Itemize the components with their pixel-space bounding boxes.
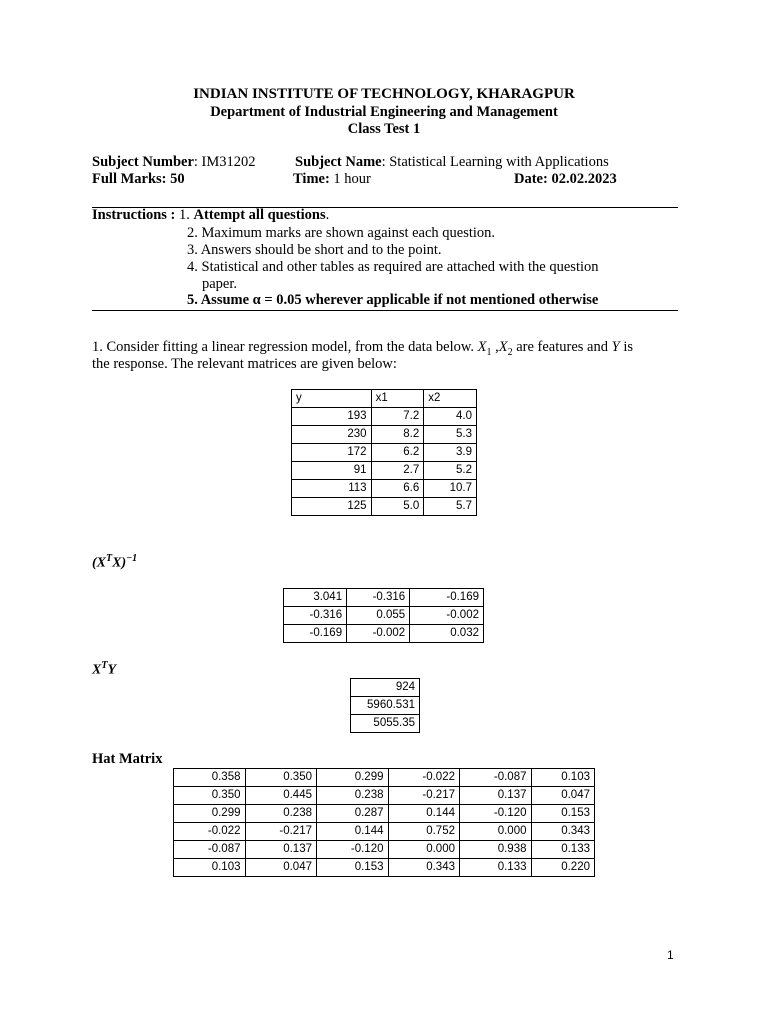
table-cell: 0.343: [531, 823, 595, 841]
table-cell: 0.000: [460, 823, 532, 841]
table-cell: 91: [292, 462, 372, 480]
table-cell: -0.217: [245, 823, 317, 841]
subject-name: [295, 154, 609, 171]
table-header-row: [292, 390, 477, 408]
table-cell: 0.133: [531, 841, 595, 859]
table-cell: 0.287: [317, 805, 389, 823]
table-cell: 0.445: [245, 787, 317, 805]
table-cell: 0.032: [410, 625, 484, 643]
table-cell: -0.169: [284, 625, 347, 643]
institute-title: INDIAN INSTITUTE OF TECHNOLOGY, KHARAGPUR: [193, 86, 575, 102]
table-cell: 0.220: [531, 859, 595, 877]
table-cell: -0.002: [410, 607, 484, 625]
instructions-label: Instructions :: [92, 207, 176, 223]
time-label: Time:: [293, 171, 330, 187]
test-title: Class Test 1: [347, 121, 421, 137]
table-cell: -0.087: [460, 769, 532, 787]
table-row: [174, 787, 595, 805]
table-cell: 0.137: [245, 841, 317, 859]
table-row: [351, 715, 420, 733]
instruction-1-num: 1.: [179, 207, 190, 223]
table-cell: 0.144: [317, 823, 389, 841]
table-cell: 230: [292, 426, 372, 444]
q1-sep: ,: [491, 339, 499, 355]
table-cell: 0.153: [317, 859, 389, 877]
table-cell: 0.238: [245, 805, 317, 823]
xtx-inverse-label: [92, 553, 137, 572]
table-cell: 0.047: [245, 859, 317, 877]
table-cell: 6.2: [371, 444, 424, 462]
time: [293, 171, 371, 188]
instruction-4a: 4. Statistical and other tables as required are attached with the question: [187, 259, 599, 275]
table-cell: 0.343: [388, 859, 460, 877]
table-row: [351, 697, 420, 715]
table-header-x1: x1: [371, 390, 424, 408]
q1-text-c: is: [619, 339, 633, 355]
xty-label-end: Y: [107, 662, 117, 678]
xty-label: [92, 660, 116, 679]
xtx-label-base: (X: [92, 555, 106, 571]
subject-number: [92, 154, 256, 171]
xtx-inverse-matrix: [283, 588, 484, 643]
q1-text-a: 1. Consider fitting a linear regression model, from the data below.: [92, 339, 478, 355]
subject-number-label: Subject Number: [92, 154, 194, 170]
table-cell: 0.144: [388, 805, 460, 823]
table-row: [174, 841, 595, 859]
table-cell: 172: [292, 444, 372, 462]
q1-text-b: are features and: [512, 339, 612, 355]
table-cell: -0.316: [347, 589, 410, 607]
table-cell: 0.752: [388, 823, 460, 841]
time-value: 1 hour: [329, 171, 371, 187]
table-row: [292, 408, 477, 426]
divider-bottom: [92, 310, 678, 311]
xty-vector: [350, 678, 420, 733]
table-cell: 6.6: [371, 480, 424, 498]
table-row: [174, 823, 595, 841]
table-cell: 0.133: [460, 859, 532, 877]
table-row: [292, 498, 477, 516]
table-cell: -0.022: [388, 769, 460, 787]
table-row: [174, 805, 595, 823]
q1-y: Y: [611, 339, 620, 355]
table-cell: 0.137: [460, 787, 532, 805]
table-row: [292, 426, 477, 444]
table-cell: 8.2: [371, 426, 424, 444]
date: Date: 02.02.2023: [514, 171, 617, 187]
table-cell: 0.000: [388, 841, 460, 859]
instruction-3: 3. Answers should be short and to the point.: [187, 242, 442, 258]
table-row: [174, 769, 595, 787]
table-cell: 0.103: [174, 859, 246, 877]
table-row: [351, 679, 420, 697]
q1-x2: X: [498, 339, 508, 355]
instruction-1-end: .: [325, 207, 330, 223]
table-cell: 0.358: [174, 769, 246, 787]
xtx-label-sup: −1: [126, 553, 138, 564]
table-cell: 0.938: [460, 841, 532, 859]
instruction-1: Attempt all questions: [193, 207, 326, 223]
department-title: Department of Industrial Engineering and Management: [210, 104, 558, 120]
table-cell: 0.299: [174, 805, 246, 823]
instructions-line-1: [92, 207, 329, 224]
table-cell: -0.022: [174, 823, 246, 841]
table-cell: 10.7: [424, 480, 477, 498]
table-cell: -0.169: [410, 589, 484, 607]
table-header-x2: x2: [424, 390, 477, 408]
table-row: [292, 462, 477, 480]
table-cell: 3.041: [284, 589, 347, 607]
xtx-label-sup-t: T: [106, 553, 113, 564]
table-cell: -0.316: [284, 607, 347, 625]
table-cell: -0.120: [317, 841, 389, 859]
table-cell: 3.9: [424, 444, 477, 462]
instruction-4b: paper.: [202, 276, 238, 292]
table-cell: 0.238: [317, 787, 389, 805]
table-cell: 7.2: [371, 408, 424, 426]
table-cell: 125: [292, 498, 372, 516]
table-cell: 0.047: [531, 787, 595, 805]
table-cell: 0.153: [531, 805, 595, 823]
table-cell: 5055.35: [351, 715, 420, 733]
table-cell: -0.217: [388, 787, 460, 805]
instruction-5: 5. Assume α = 0.05 wherever applicable if not mentioned otherwise: [187, 292, 599, 308]
q1-x2-sub: 2: [507, 346, 513, 358]
table-cell: 0.055: [347, 607, 410, 625]
xtx-label-mid: X): [112, 555, 127, 571]
table-row: [174, 859, 595, 877]
table-cell: 5960.531: [351, 697, 420, 715]
subject-number-value: : IM31202: [193, 154, 256, 170]
table-cell: 0.103: [531, 769, 595, 787]
table-row: [292, 480, 477, 498]
page-number: 1: [667, 948, 674, 962]
table-row: [284, 589, 484, 607]
q1-x1: X: [477, 339, 487, 355]
table-cell: 2.7: [371, 462, 424, 480]
data-table: [291, 389, 477, 516]
table-cell: 5.2: [424, 462, 477, 480]
table-cell: -0.002: [347, 625, 410, 643]
table-row: [284, 625, 484, 643]
table-row: [292, 444, 477, 462]
table-header-y: y: [292, 390, 372, 408]
table-cell: 0.299: [317, 769, 389, 787]
hat-matrix: [173, 768, 595, 877]
table-cell: 113: [292, 480, 372, 498]
q1-x1-sub: 1: [486, 346, 492, 358]
instruction-2: 2. Maximum marks are shown against each question.: [187, 225, 496, 241]
table-cell: 4.0: [424, 408, 477, 426]
full-marks: Full Marks: 50: [92, 171, 185, 187]
subject-name-label: Subject Name: [295, 154, 382, 170]
question-1-line-2: the response. The relevant matrices are given below:: [92, 356, 397, 372]
table-cell: 193: [292, 408, 372, 426]
table-cell: 0.350: [245, 769, 317, 787]
table-cell: -0.087: [174, 841, 246, 859]
hat-matrix-label: Hat Matrix: [92, 751, 163, 767]
subject-name-value: : Statistical Learning with Applications: [381, 154, 609, 170]
table-row: [284, 607, 484, 625]
xty-label-sup: T: [101, 660, 108, 671]
table-cell: 5.0: [371, 498, 424, 516]
xty-label-base: X: [92, 662, 102, 678]
table-cell: 0.350: [174, 787, 246, 805]
table-cell: -0.120: [460, 805, 532, 823]
table-cell: 924: [351, 679, 420, 697]
table-cell: 5.3: [424, 426, 477, 444]
table-cell: 5.7: [424, 498, 477, 516]
